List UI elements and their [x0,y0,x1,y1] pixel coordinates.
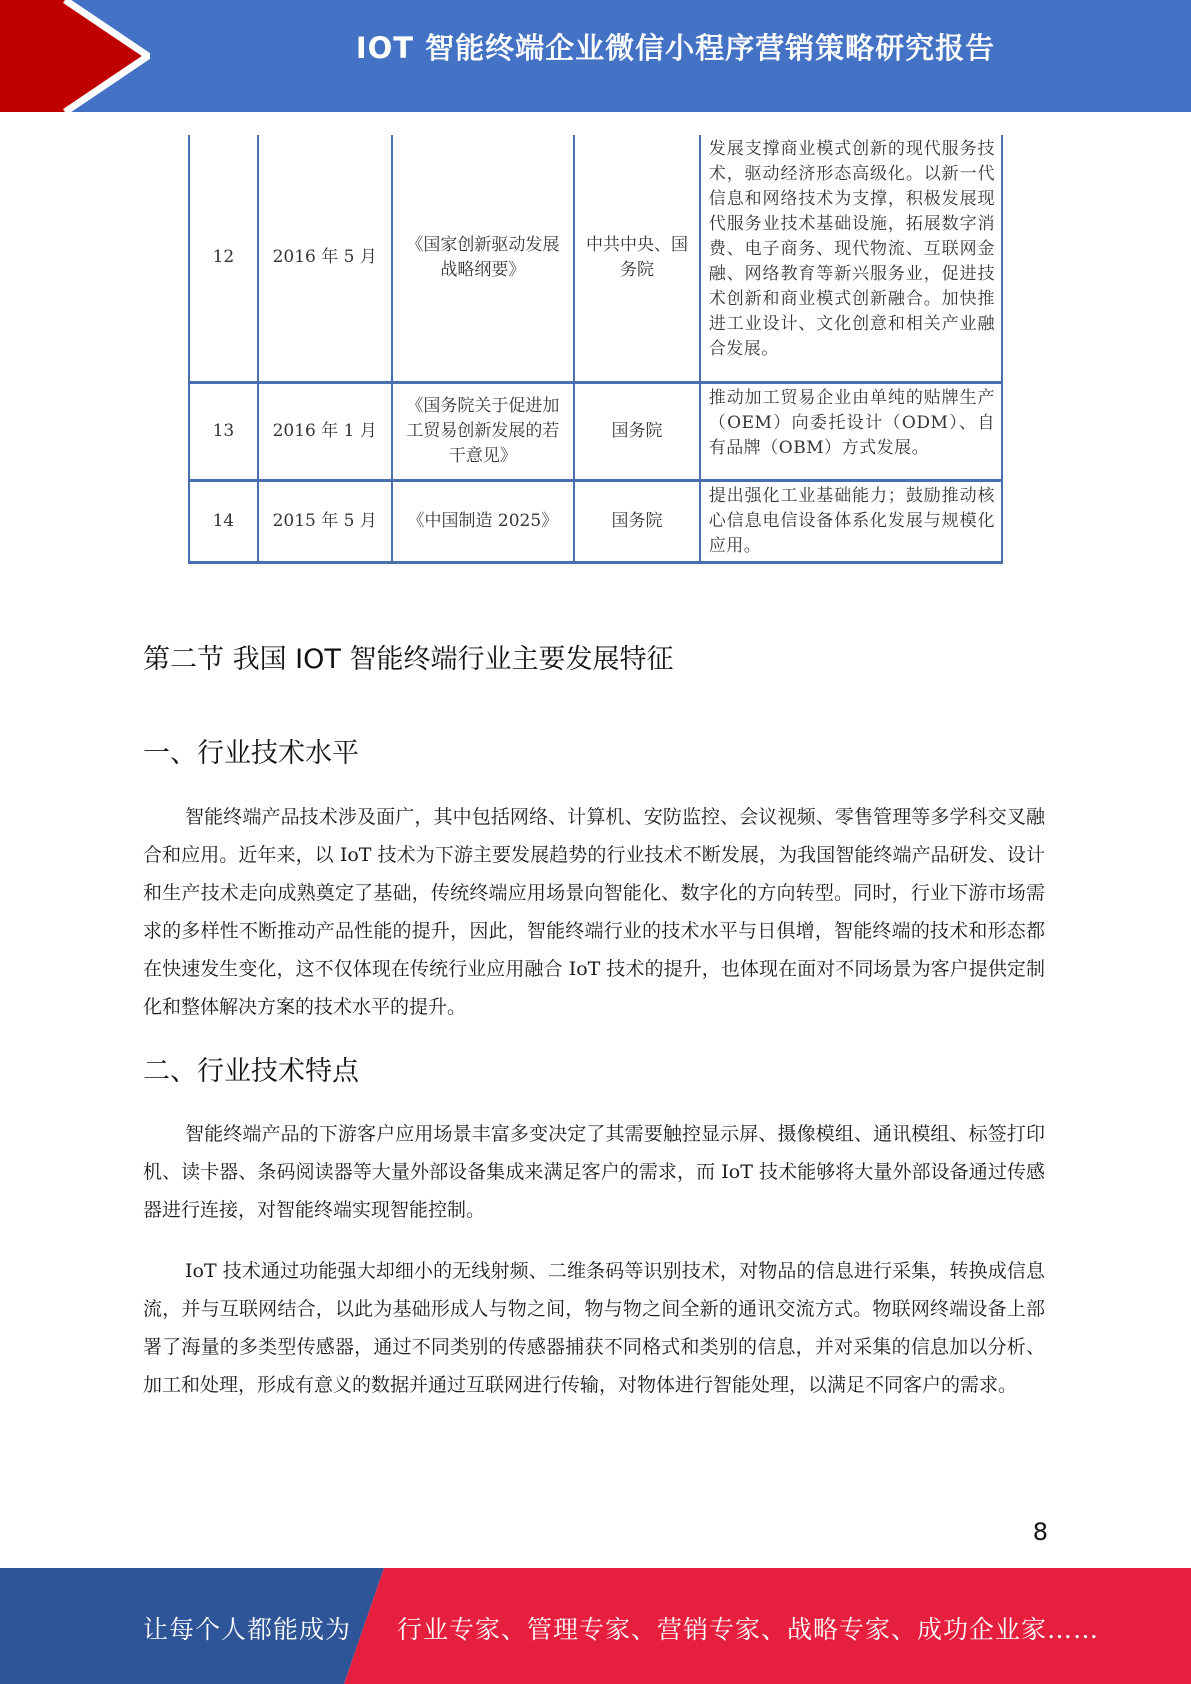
issue-date: 2015 年 5 月 [258,480,392,562]
section-heading: 第二节 我国 IOT 智能终端行业主要发展特征 [143,644,674,675]
row-number: 13 [189,382,258,480]
paragraph-tech-level: 智能终端产品技术涉及面广，其中包括网络、计算机、安防监控、会议视频、零售管理等多学科交叉融合和应用。近年来，以 IoT 技术为下游主要发展趋势的行业技术不断发展，为我国智能终端产品研发、设计和生产技术走向成熟奠定了基础，传统终端应用场景向智能化、数字化的方向转型。同时，行业下游市场需求的多样性不断推动产品性能的提升，因此，智能终端行业的技术水平与日俱增，智能终端的技术和形态都在快速发生变化，这不仅体现在传统行业应用融合 IoT 技术的提升，也体现在面对不同场景为客户提供定制化和整体解决方案的技术水平的提升。 [143,806,1045,1018]
policy-content: 推动加工贸易企业由单纯的贴牌生产（OEM）向委托设计（ODM）、自有品牌（OBM）方式发展。 [700,382,1002,480]
subsection-heading-tech-features: 二、行业技术特点 [143,1056,359,1087]
paragraph-tech-features-1: 智能终端产品的下游客户应用场景丰富多变决定了其需要触控显示屏、摄像模组、通讯模组、标签打印机、读卡器、条码阅读器等大量外部设备集成来满足客户的需求，而 IoT 技术能够将大量外部设备通过传感器进行连接，对智能终端实现智能控制。 [143,1123,1045,1221]
policy-document: 《国务院关于促进加工贸易创新发展的若干意见》 [392,382,575,480]
policy-table [188,135,1003,564]
table-row [189,382,1002,480]
policy-document: 《国家创新驱动发展战略纲要》 [392,135,575,382]
footer-slogan-left: 让每个人都能成为 [143,1615,352,1644]
page-number: 8 [1032,1518,1048,1546]
policy-content: 发展支撑商业模式创新的现代服务技术，驱动经济形态高级化。以新一代信息和网络技术为支撑，积极发展现代服务业技术基础设施，拓展数字消费、电子商务、现代物流、互联网金融、网络教育等新兴服务业，促进技术创新和商业模式创新融合。加快推进工业设计、文化创意和相关产业融合发展。 [700,135,1002,382]
policy-content: 提出强化工业基础能力；鼓励推动核心信息电信设备体系化发展与规模化应用。 [700,480,1002,562]
table-row [189,135,1002,382]
page-header-banner [0,0,1191,112]
issuing-authority: 国务院 [574,382,700,480]
footer-slogan-right: 行业专家、管理专家、营销专家、战略专家、成功企业家…… [397,1615,1100,1644]
issuing-authority: 国务院 [574,480,700,562]
header-chevron-decoration [0,0,150,112]
row-number: 14 [189,480,258,562]
page-footer-banner [0,1568,1191,1684]
issuing-authority: 中共中央、国务院 [574,135,700,382]
issue-date: 2016 年 5 月 [258,135,392,382]
issue-date: 2016 年 1 月 [258,382,392,480]
paragraph-tech-features-2: IoT 技术通过功能强大却细小的无线射频、二维条码等识别技术，对物品的信息进行采集，转换成信息流，并与互联网结合，以此为基础形成人与物之间，物与物之间全新的通讯交流方式。物联网终端设备上部署了海量的多类型传感器，通过不同类别的传感器捕获不同格式和类别的信息，并对采集的信息加以分析、加工和处理，形成有意义的数据并通过互联网进行传输，对物体进行智能处理，以满足不同客户的需求。 [143,1260,1045,1396]
policy-document: 《中国制造 2025》 [392,480,575,562]
report-title: IOT 智能终端企业微信小程序营销策略研究报告 [355,31,996,65]
subsection-heading-tech-level: 一、行业技术水平 [143,738,359,769]
row-number: 12 [189,135,258,382]
table-row [189,480,1002,562]
